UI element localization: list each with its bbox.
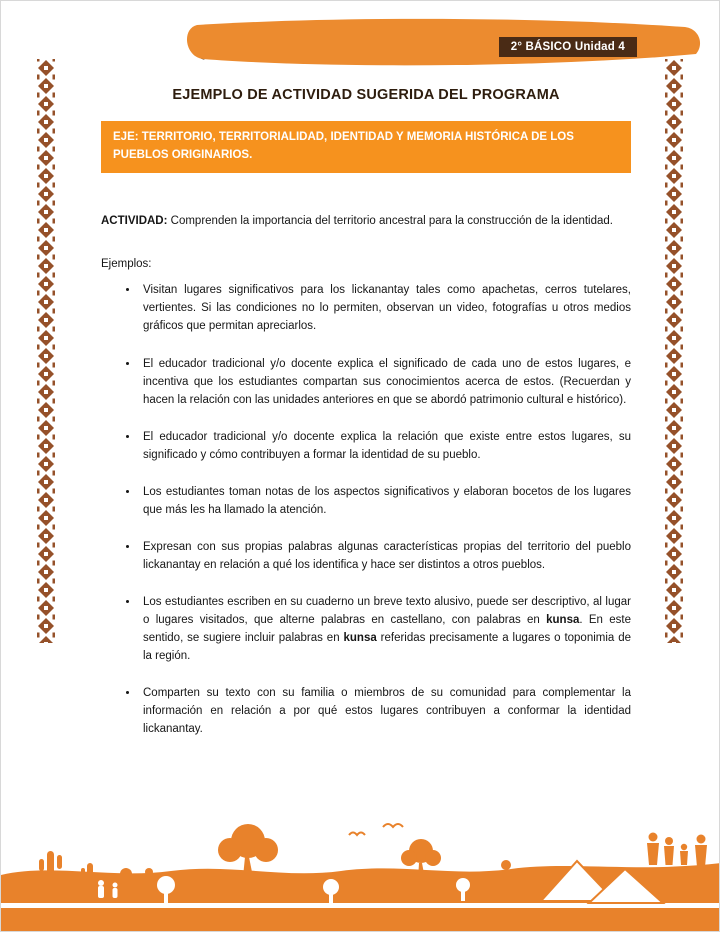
activity-statement bbox=[101, 213, 631, 230]
content-column bbox=[101, 87, 631, 757]
unit-badge: 2° BÁSICO Unidad 4 bbox=[499, 37, 637, 57]
examples-list bbox=[101, 281, 631, 738]
activity-example-item: • Los estudiantes escriben en su cuaderno un breve texto alusivo, puede ser descriptivo, al lugar o lugares visitados, que alterne palabras en castellano, con palabras en kunsa. En este sentido, se sugiere incluir palabras en kunsa referidas precisamente a lugares o toponimia de la región. bbox=[139, 593, 631, 665]
right-textile-border bbox=[665, 59, 683, 643]
eje-banner: EJE: TERRITORIO, TERRITORIALIDAD, IDENTIDAD Y MEMORIA HISTÓRICA DE LOS PUEBLOS ORIGINARIOS. bbox=[101, 121, 631, 173]
page-title: EJEMPLO DE ACTIVIDAD SUGERIDA DEL PROGRAMA bbox=[172, 87, 560, 103]
examples-label: Ejemplos: bbox=[101, 257, 152, 270]
activity-example-item: • Expresan con sus propias palabras algunas características propias del territorio del pueblo lickanantay en relación a qué los identifica y hace ser distintos a otros pueblos. bbox=[139, 538, 631, 574]
activity-example-item: • El educador tradicional y/o docente explica la relación que existe entre estos lugares, su significado y cómo contribuyen a formar la identidad de su pueblo. bbox=[139, 428, 631, 464]
footer-landscape-graphic bbox=[1, 811, 720, 931]
activity-example-item: • Los estudiantes toman notas de los aspectos significativos y elaboran bocetos de los lugares que más les ha llamado la atención. bbox=[139, 483, 631, 519]
activity-text: Comprenden la importancia del territorio ancestral para la construcción de la identidad. bbox=[167, 214, 613, 227]
left-textile-border bbox=[37, 59, 55, 643]
activity-label: ACTIVIDAD: bbox=[101, 214, 168, 227]
activity-example-item: • El educador tradicional y/o docente explica el significado de cada uno de estos lugares, e incentiva que los estudiantes compartan sus conocimientos acerca de estos. (Recuerdan y hacen la relación con las unidades anteriores en que se abordó patrimonio cultural e histórico). bbox=[139, 355, 631, 409]
activity-example-item: • Comparten su texto con su familia o miembros de su comunidad para complementar la información en relación a por qué estos lugares contribuyen a conformar la identidad lickanantay. bbox=[139, 684, 631, 738]
activity-example-item: • Visitan lugares significativos para los lickanantay tales como apachetas, cerros tutelares, vertientes. Si las condiciones no lo permiten, observan un video, fotografías u otros medios gráficos que permitan apreciarlos. bbox=[139, 281, 631, 335]
